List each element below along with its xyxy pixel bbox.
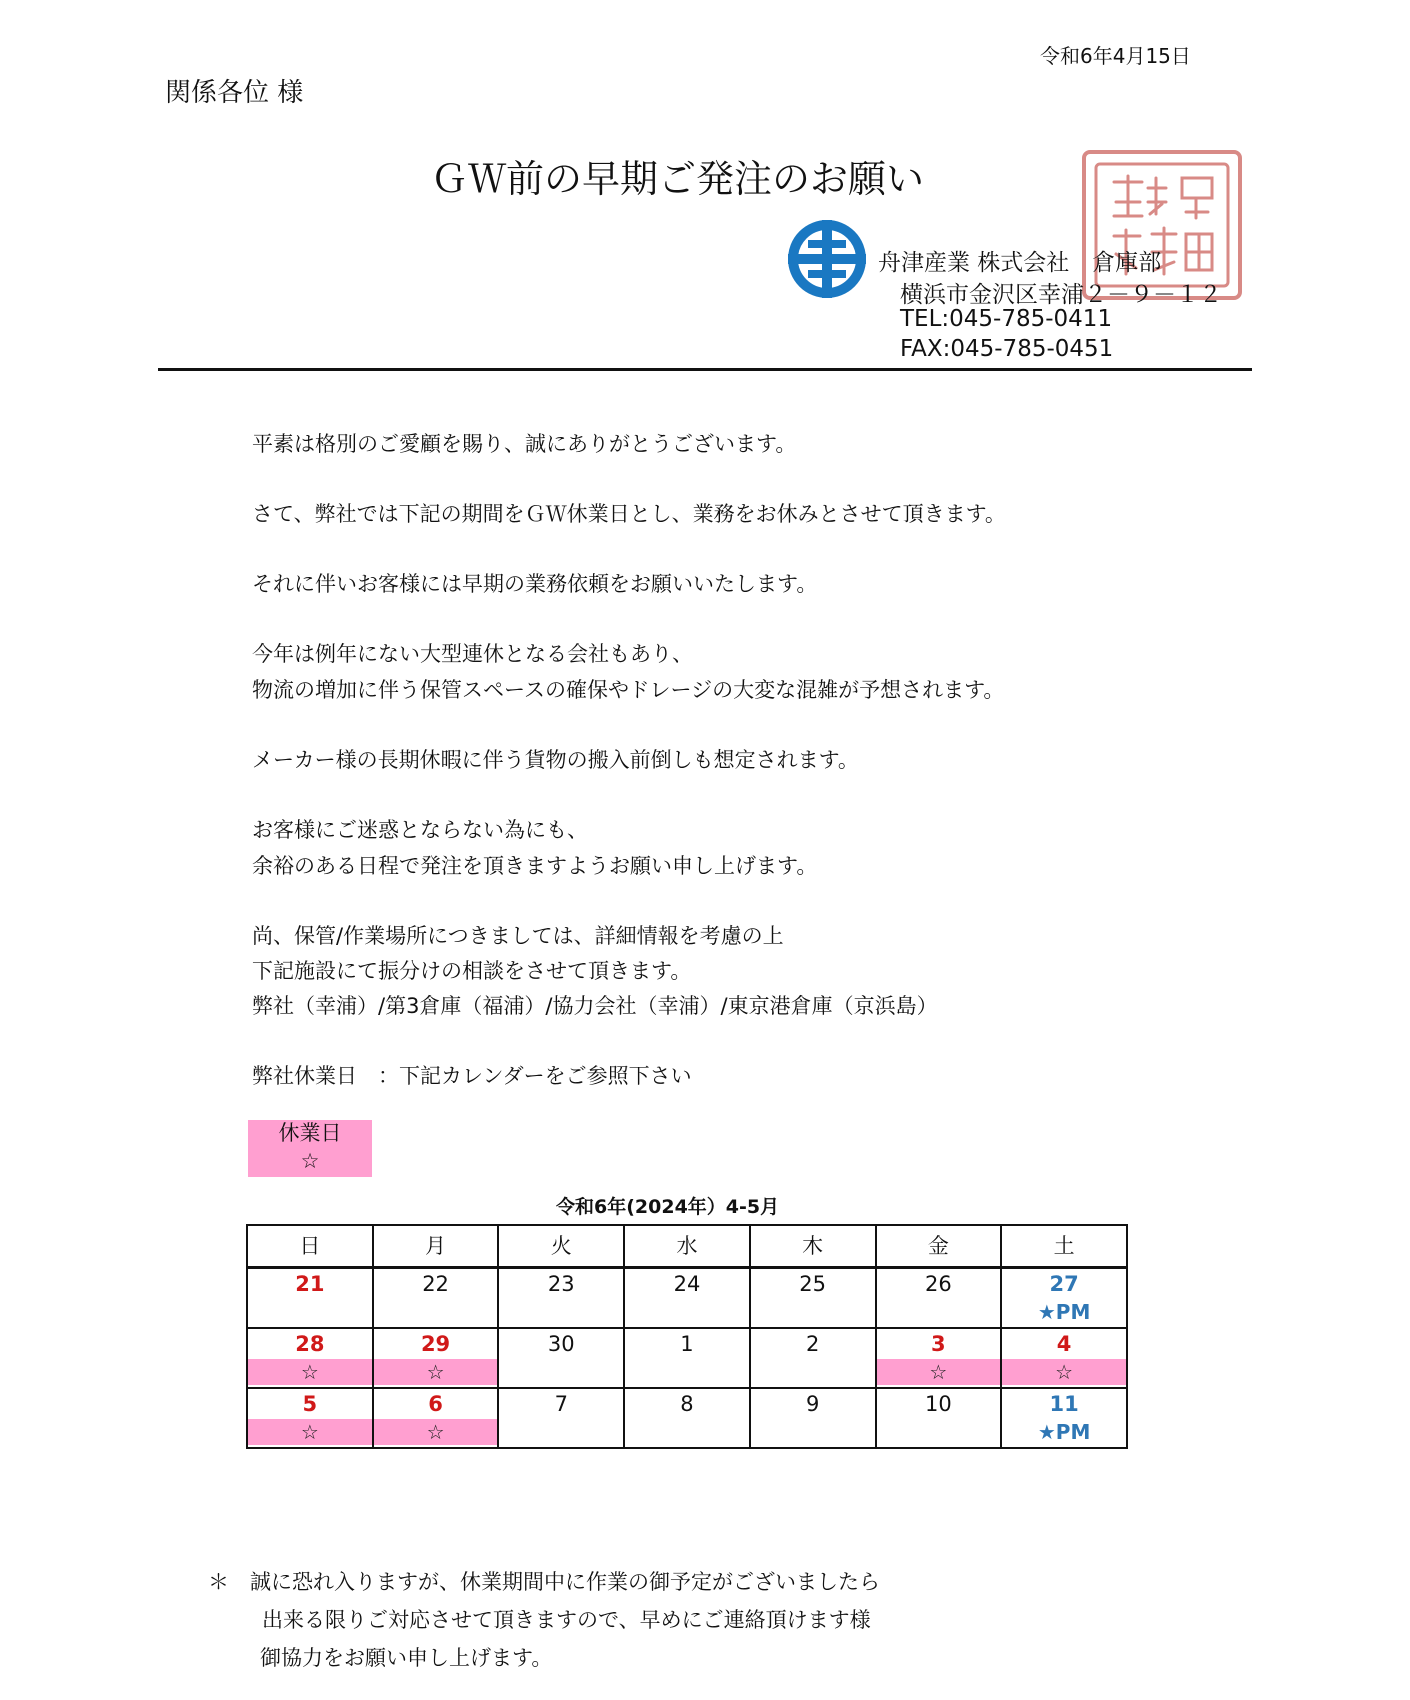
note-line-2: 出来る限りご対応させて頂きますので、早めにご連絡頂けます様 bbox=[262, 1608, 871, 1632]
calendar-day-number: 24 bbox=[673, 1272, 701, 1296]
calendar-day-number: 7 bbox=[554, 1392, 568, 1416]
calendar-day-mark bbox=[499, 1299, 623, 1325]
calendar-day-cell bbox=[247, 1388, 373, 1448]
calendar-day-number: 23 bbox=[547, 1272, 575, 1296]
calendar-day-cell bbox=[1001, 1388, 1127, 1448]
calendar-day-mark bbox=[499, 1419, 623, 1445]
calendar-day-number: 6 bbox=[428, 1392, 443, 1416]
weekday-sat: 土 bbox=[1001, 1225, 1127, 1268]
calendar-day-number: 3 bbox=[931, 1332, 946, 1356]
facility-list: 弊社（幸浦）/第3倉庫（福浦）/協力会社（幸浦）/東京港倉庫（京浜島） bbox=[252, 994, 938, 1018]
legend-label: 休業日 bbox=[278, 1121, 342, 1145]
company-logo bbox=[786, 218, 868, 300]
calendar-day-number: 10 bbox=[925, 1392, 952, 1416]
calendar-day-number: 25 bbox=[799, 1272, 827, 1296]
legend-mark: ☆ bbox=[300, 1149, 320, 1173]
calendar-week-row bbox=[247, 1328, 1127, 1388]
calendar-day-number: 27 bbox=[1049, 1272, 1079, 1296]
body-paragraph-6b: 余裕のある日程で発注を頂きますようお願い申し上げます。 bbox=[252, 854, 818, 878]
document-title: ＧＷ前の早期ご発注のお願い bbox=[430, 157, 925, 201]
calendar-day-cell bbox=[373, 1388, 499, 1448]
weekday-tue: 火 bbox=[498, 1225, 624, 1268]
calendar-day-mark bbox=[751, 1359, 875, 1385]
calendar-day-number: 9 bbox=[805, 1392, 820, 1416]
holiday-mark: ☆ bbox=[248, 1419, 372, 1445]
calendar-day-cell bbox=[247, 1268, 373, 1329]
calendar-day-number: 22 bbox=[422, 1272, 449, 1296]
half-day-mark: ★PM bbox=[1037, 1300, 1091, 1324]
holiday-reference: 弊社休業日 ：下記カレンダーをご参照下さい bbox=[252, 1064, 692, 1088]
calendar-day-number: 21 bbox=[295, 1272, 325, 1296]
document-date: 令和6年4月15日 bbox=[1040, 44, 1191, 68]
calendar-day-cell bbox=[876, 1268, 1002, 1329]
weekday-mon: 月 bbox=[373, 1225, 499, 1268]
body-paragraph-2: さて、弊社では下記の期間をＧＷ休業日とし、業務をお休みとさせて頂きます。 bbox=[252, 502, 1006, 526]
calendar-day-mark bbox=[751, 1419, 875, 1445]
calendar-day-mark bbox=[499, 1359, 623, 1385]
sender-company: 舟津産業 株式会社 倉庫部 bbox=[878, 250, 1162, 276]
weekday-fri: 金 bbox=[876, 1225, 1002, 1268]
calendar-header-row bbox=[247, 1225, 1127, 1268]
calendar-day-cell bbox=[624, 1328, 750, 1388]
calendar-day-mark bbox=[625, 1299, 749, 1325]
addressee: 関係各位 様 bbox=[165, 78, 304, 108]
calendar-day-number: 29 bbox=[420, 1332, 451, 1356]
calendar-day-number: 4 bbox=[1056, 1332, 1072, 1356]
calendar-day-mark bbox=[877, 1299, 1001, 1325]
calendar-day-number: 28 bbox=[295, 1332, 325, 1356]
calendar-week-row bbox=[247, 1388, 1127, 1448]
calendar-day-cell bbox=[876, 1388, 1002, 1448]
calendar-day-cell bbox=[876, 1328, 1002, 1388]
calendar-day-number: 30 bbox=[547, 1332, 575, 1356]
company-logo-icon bbox=[786, 218, 868, 300]
calendar-day-cell bbox=[1001, 1328, 1127, 1388]
calendar-day-cell bbox=[498, 1388, 624, 1448]
calendar-day-mark bbox=[625, 1359, 749, 1385]
calendar-day-number: 1 bbox=[680, 1332, 694, 1356]
holiday-mark: ☆ bbox=[877, 1359, 1001, 1385]
calendar-day-cell bbox=[750, 1268, 876, 1329]
body-paragraph-7a: 尚、保管/作業場所につきましては、詳細情報を考慮の上 bbox=[252, 924, 784, 948]
holiday-mark: ☆ bbox=[374, 1359, 498, 1385]
calendar-day-cell bbox=[373, 1328, 499, 1388]
body-paragraph-3: それに伴いお客様には早期の業務依頼をお願いいたします。 bbox=[252, 572, 818, 596]
sender-fax: FAX:045-785-0451 bbox=[900, 336, 1114, 362]
calendar-day-mark bbox=[625, 1419, 749, 1445]
calendar-day-mark bbox=[248, 1299, 372, 1325]
header-divider bbox=[158, 368, 1252, 371]
sender-address: 横浜市金沢区幸浦２－９－１２ bbox=[900, 282, 1222, 308]
calendar-day-number: 2 bbox=[805, 1332, 820, 1356]
calendar-day-cell bbox=[247, 1328, 373, 1388]
calendar-day-number: 26 bbox=[925, 1272, 952, 1296]
calendar-day-cell bbox=[750, 1388, 876, 1448]
calendar-day-cell bbox=[624, 1268, 750, 1329]
half-day-mark: ★PM bbox=[1037, 1420, 1091, 1444]
body-paragraph-4b: 物流の増加に伴う保管スペースの確保やドレージの大変な混雑が予想されます。 bbox=[252, 678, 1005, 702]
holiday-mark: ☆ bbox=[1002, 1359, 1126, 1385]
calendar-day-mark bbox=[374, 1299, 498, 1325]
holiday-mark: ☆ bbox=[374, 1419, 498, 1445]
holiday-legend bbox=[248, 1120, 372, 1177]
body-paragraph-4a: 今年は例年にない大型連休となる会社もあり、 bbox=[252, 642, 693, 666]
body-paragraph-5: メーカー様の長期休暇に伴う貨物の搬入前倒しも想定されます。 bbox=[252, 748, 859, 772]
calendar-day-cell bbox=[1001, 1268, 1127, 1329]
calendar-day-cell bbox=[624, 1388, 750, 1448]
body-paragraph-6a: お客様にご迷惑とならない為にも、 bbox=[252, 818, 588, 842]
note-line-1: ＊ 誠に恐れ入りますが、休業期間中に作業の御予定がございましたら bbox=[208, 1570, 880, 1594]
calendar-title: 令和6年(2024年）4-5月 bbox=[556, 1196, 780, 1218]
holiday-calendar bbox=[246, 1224, 1128, 1449]
calendar-day-number: 8 bbox=[680, 1392, 694, 1416]
calendar-day-mark bbox=[751, 1299, 875, 1325]
weekday-sun: 日 bbox=[247, 1225, 373, 1268]
calendar-day-cell bbox=[373, 1268, 499, 1329]
calendar-day-number: 11 bbox=[1049, 1392, 1079, 1416]
weekday-wed: 水 bbox=[624, 1225, 750, 1268]
calendar-day-number: 5 bbox=[302, 1392, 318, 1416]
weekday-thu: 木 bbox=[750, 1225, 876, 1268]
calendar-day-cell bbox=[750, 1328, 876, 1388]
sender-tel: TEL:045-785-0411 bbox=[900, 306, 1113, 332]
calendar-day-cell bbox=[498, 1328, 624, 1388]
note-line-3: 御協力をお願い申し上げます。 bbox=[260, 1646, 553, 1670]
calendar-day-cell bbox=[498, 1268, 624, 1329]
body-paragraph-1: 平素は格別のご愛顧を賜り、誠にありがとうございます。 bbox=[252, 432, 797, 456]
calendar-day-mark bbox=[877, 1419, 1001, 1445]
holiday-mark: ☆ bbox=[248, 1359, 372, 1385]
body-paragraph-7b: 下記施設にて振分けの相談をさせて頂きます。 bbox=[252, 959, 692, 983]
calendar-week-row bbox=[247, 1268, 1127, 1329]
